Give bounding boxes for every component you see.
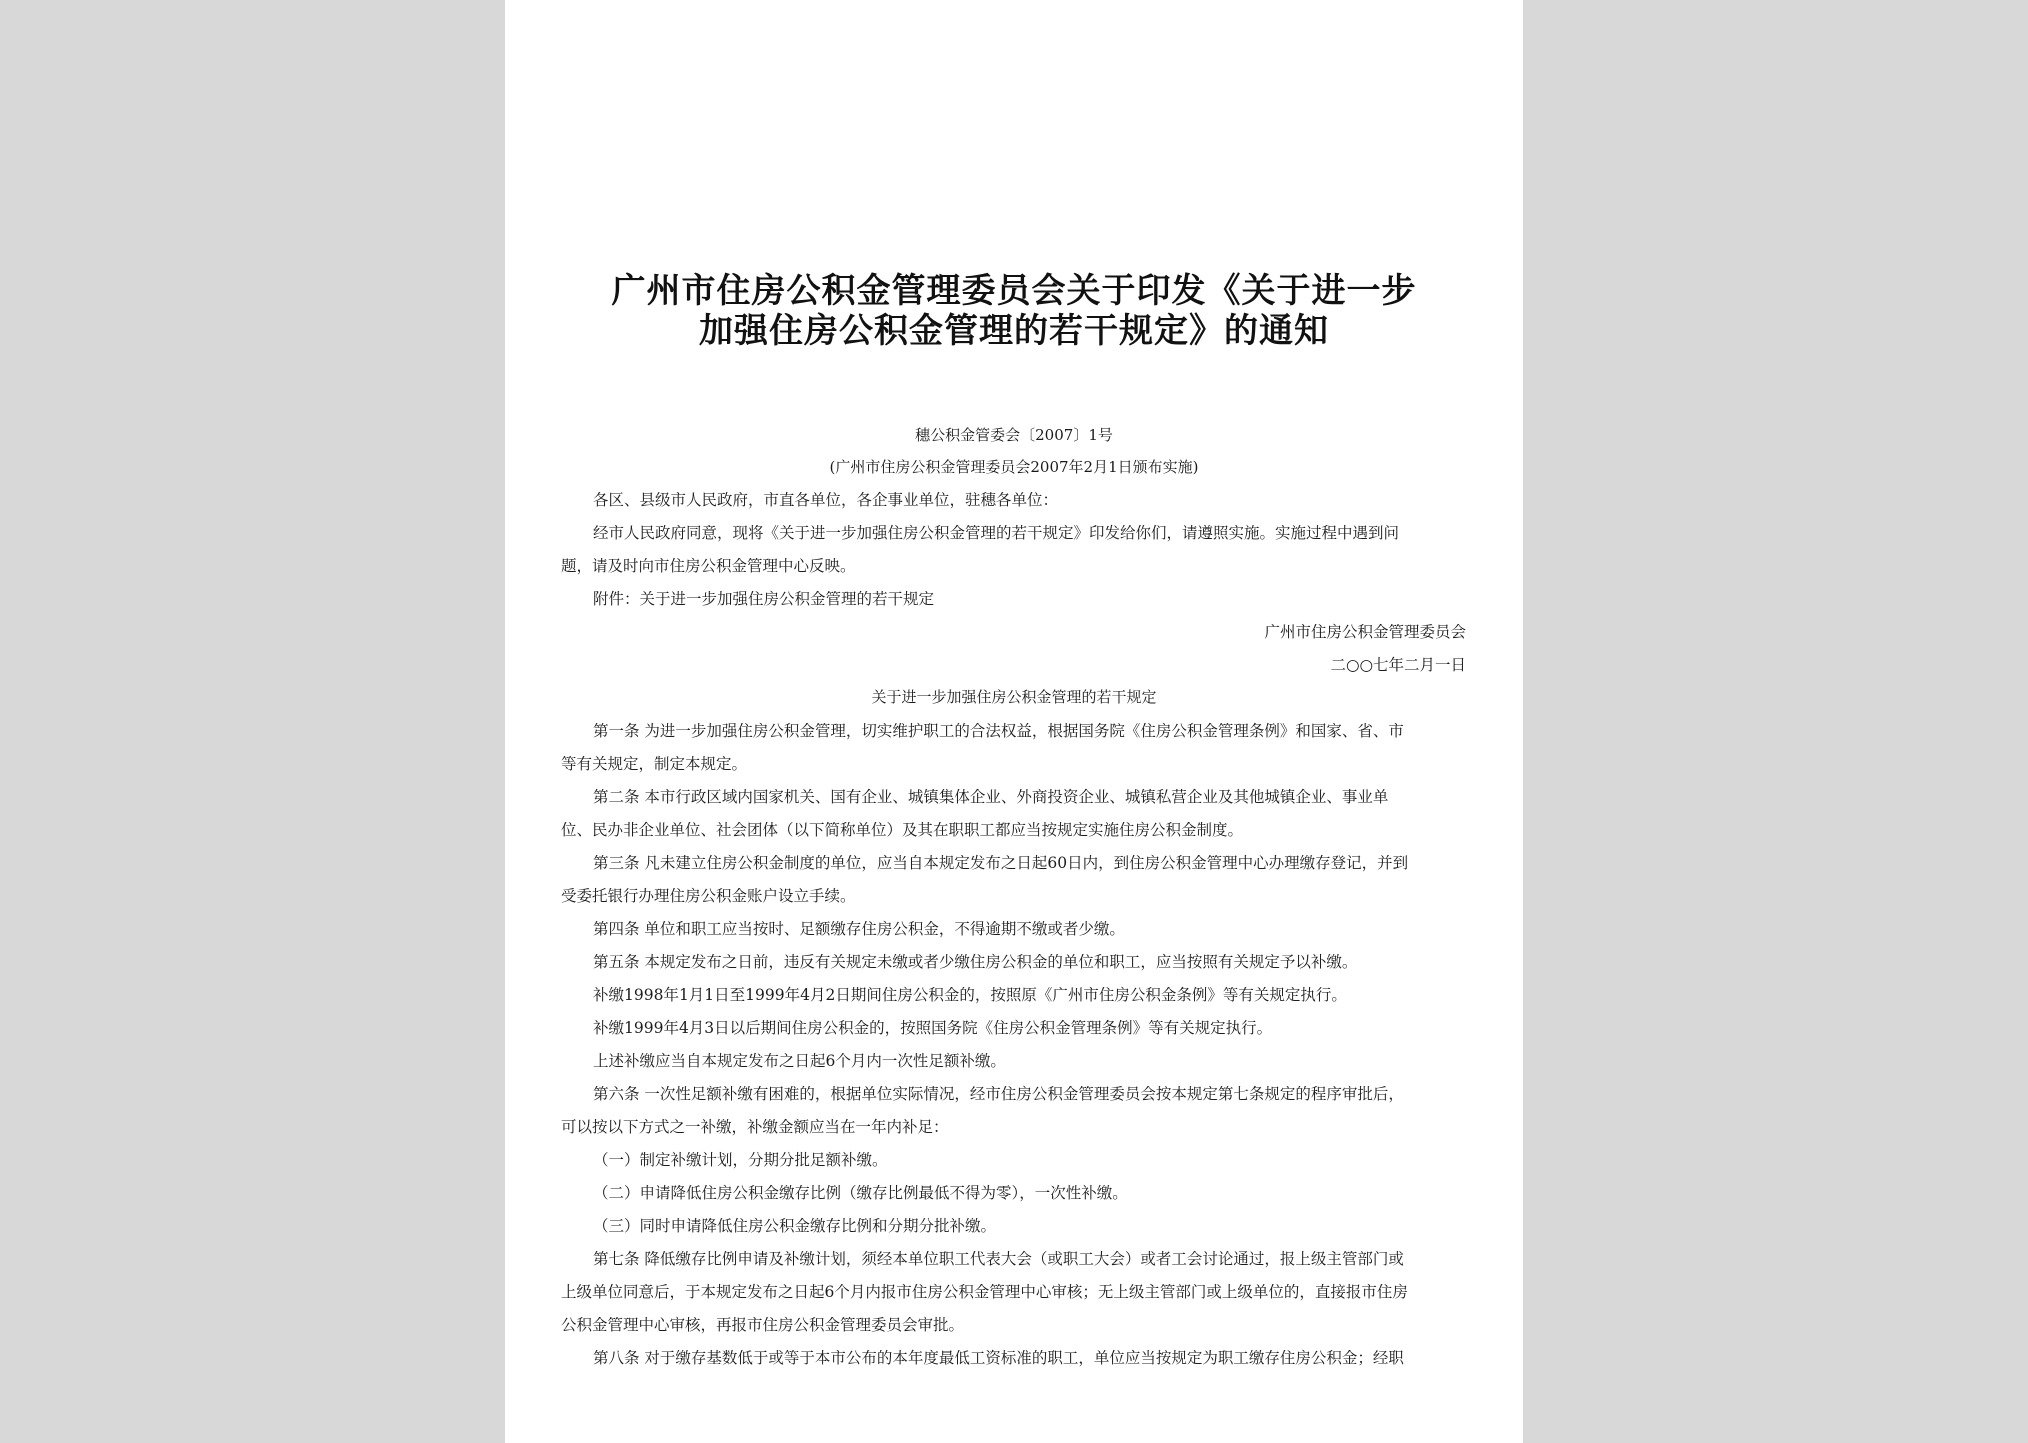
article-6: 第六条 一次性足额补缴有困难的，根据单位实际情况，经市住房公积金管理委员会按本规定第七条规定的程序审批后， [593,1085,1404,1103]
document-number: 穗公积金管委会〔2007〕1号 [915,426,1113,444]
article-6-item: （二）申请降低住房公积金缴存比例（缴存比例最低不得为零），一次性补缴。 [593,1184,1128,1202]
addressee: 各区、县级市人民政府，市直各单位，各企事业单位，驻穗各单位： [593,491,1059,509]
article-2-cont: 位、民办非企业单位、社会团体（以下简称单位）及其在职职工都应当按规定实施住房公积金制度。 [561,821,1244,839]
sign-date: 二○○七年二月一日 [1330,656,1466,674]
issue-note: (广州市住房公积金管理委员会2007年2月1日颁布实施) [829,458,1199,476]
article-5-item: 上述补缴应当自本规定发布之日起6个月内一次性足额补缴。 [593,1052,1006,1070]
article-2: 第二条 本市行政区域内国家机关、国有企业、城镇集体企业、外商投资企业、城镇私营企业及其他城镇企业、事业单 [593,788,1389,806]
document-title-line-2: 加强住房公积金管理的若干规定》的通知 [699,311,1329,351]
article-5-item: 补缴1998年1月1日至1999年4月2日期间住房公积金的，按照原《广州市住房公积金条例》等有关规定执行。 [593,986,1347,1004]
document-title-line-1: 广州市住房公积金管理委员会关于印发《关于进一步 [611,271,1417,311]
article-1-cont: 等有关规定，制定本规定。 [561,755,748,773]
article-7: 第七条 降低缴存比例申请及补缴计划，须经本单位职工代表大会（或职工大会）或者工会讨论通过，报上级主管部门或 [593,1250,1404,1268]
article-5-item: 补缴1999年4月3日以后期间住房公积金的，按照国务院《住房公积金管理条例》等有关规定执行。 [593,1019,1273,1037]
attachment-line: 附件：关于进一步加强住房公积金管理的若干规定 [593,590,935,608]
document-page [505,0,1523,1443]
article-1: 第一条 为进一步加强住房公积金管理，切实维护职工的合法权益，根据国务院《住房公积金管理条例》和国家、省、市 [593,722,1404,740]
article-7-cont: 上级单位同意后，于本规定发布之日起6个月内报市住房公积金管理中心审核；无上级主管部门或上级单位的，直接报市住房 [561,1283,1408,1301]
paragraph-text: 经市人民政府同意，现将《关于进一步加强住房公积金管理的若干规定》印发给你们，请遵照实施。实施过程中遇到问 [593,524,1400,542]
article-6-item: （一）制定补缴计划，分期分批足额补缴。 [593,1151,888,1169]
paragraph-text: 题，请及时向市住房公积金管理中心反映。 [561,557,856,575]
signature: 广州市住房公积金管理委员会 [1264,623,1466,641]
article-6-cont: 可以按以下方式之一补缴，补缴金额应当在一年内补足： [561,1118,949,1136]
article-7-cont: 公积金管理中心审核，再报市住房公积金管理委员会审批。 [561,1316,965,1334]
article-5: 第五条 本规定发布之日前，违反有关规定未缴或者少缴住房公积金的单位和职工，应当按照有关规定予以补缴。 [593,953,1358,971]
article-3: 第三条 凡未建立住房公积金制度的单位，应当自本规定发布之日起60日内，到住房公积金管理中心办理缴存登记，并到 [593,854,1409,872]
rules-title: 关于进一步加强住房公积金管理的若干规定 [871,688,1157,706]
article-3-cont: 受委托银行办理住房公积金账户设立手续。 [561,887,856,905]
article-4: 第四条 单位和职工应当按时、足额缴存住房公积金，不得逾期不缴或者少缴。 [593,920,1125,938]
article-8: 第八条 对于缴存基数低于或等于本市公布的本年度最低工资标准的职工，单位应当按规定为职工缴存住房公积金；经职 [593,1349,1404,1367]
article-6-item: （三）同时申请降低住房公积金缴存比例和分期分批补缴。 [593,1217,997,1235]
